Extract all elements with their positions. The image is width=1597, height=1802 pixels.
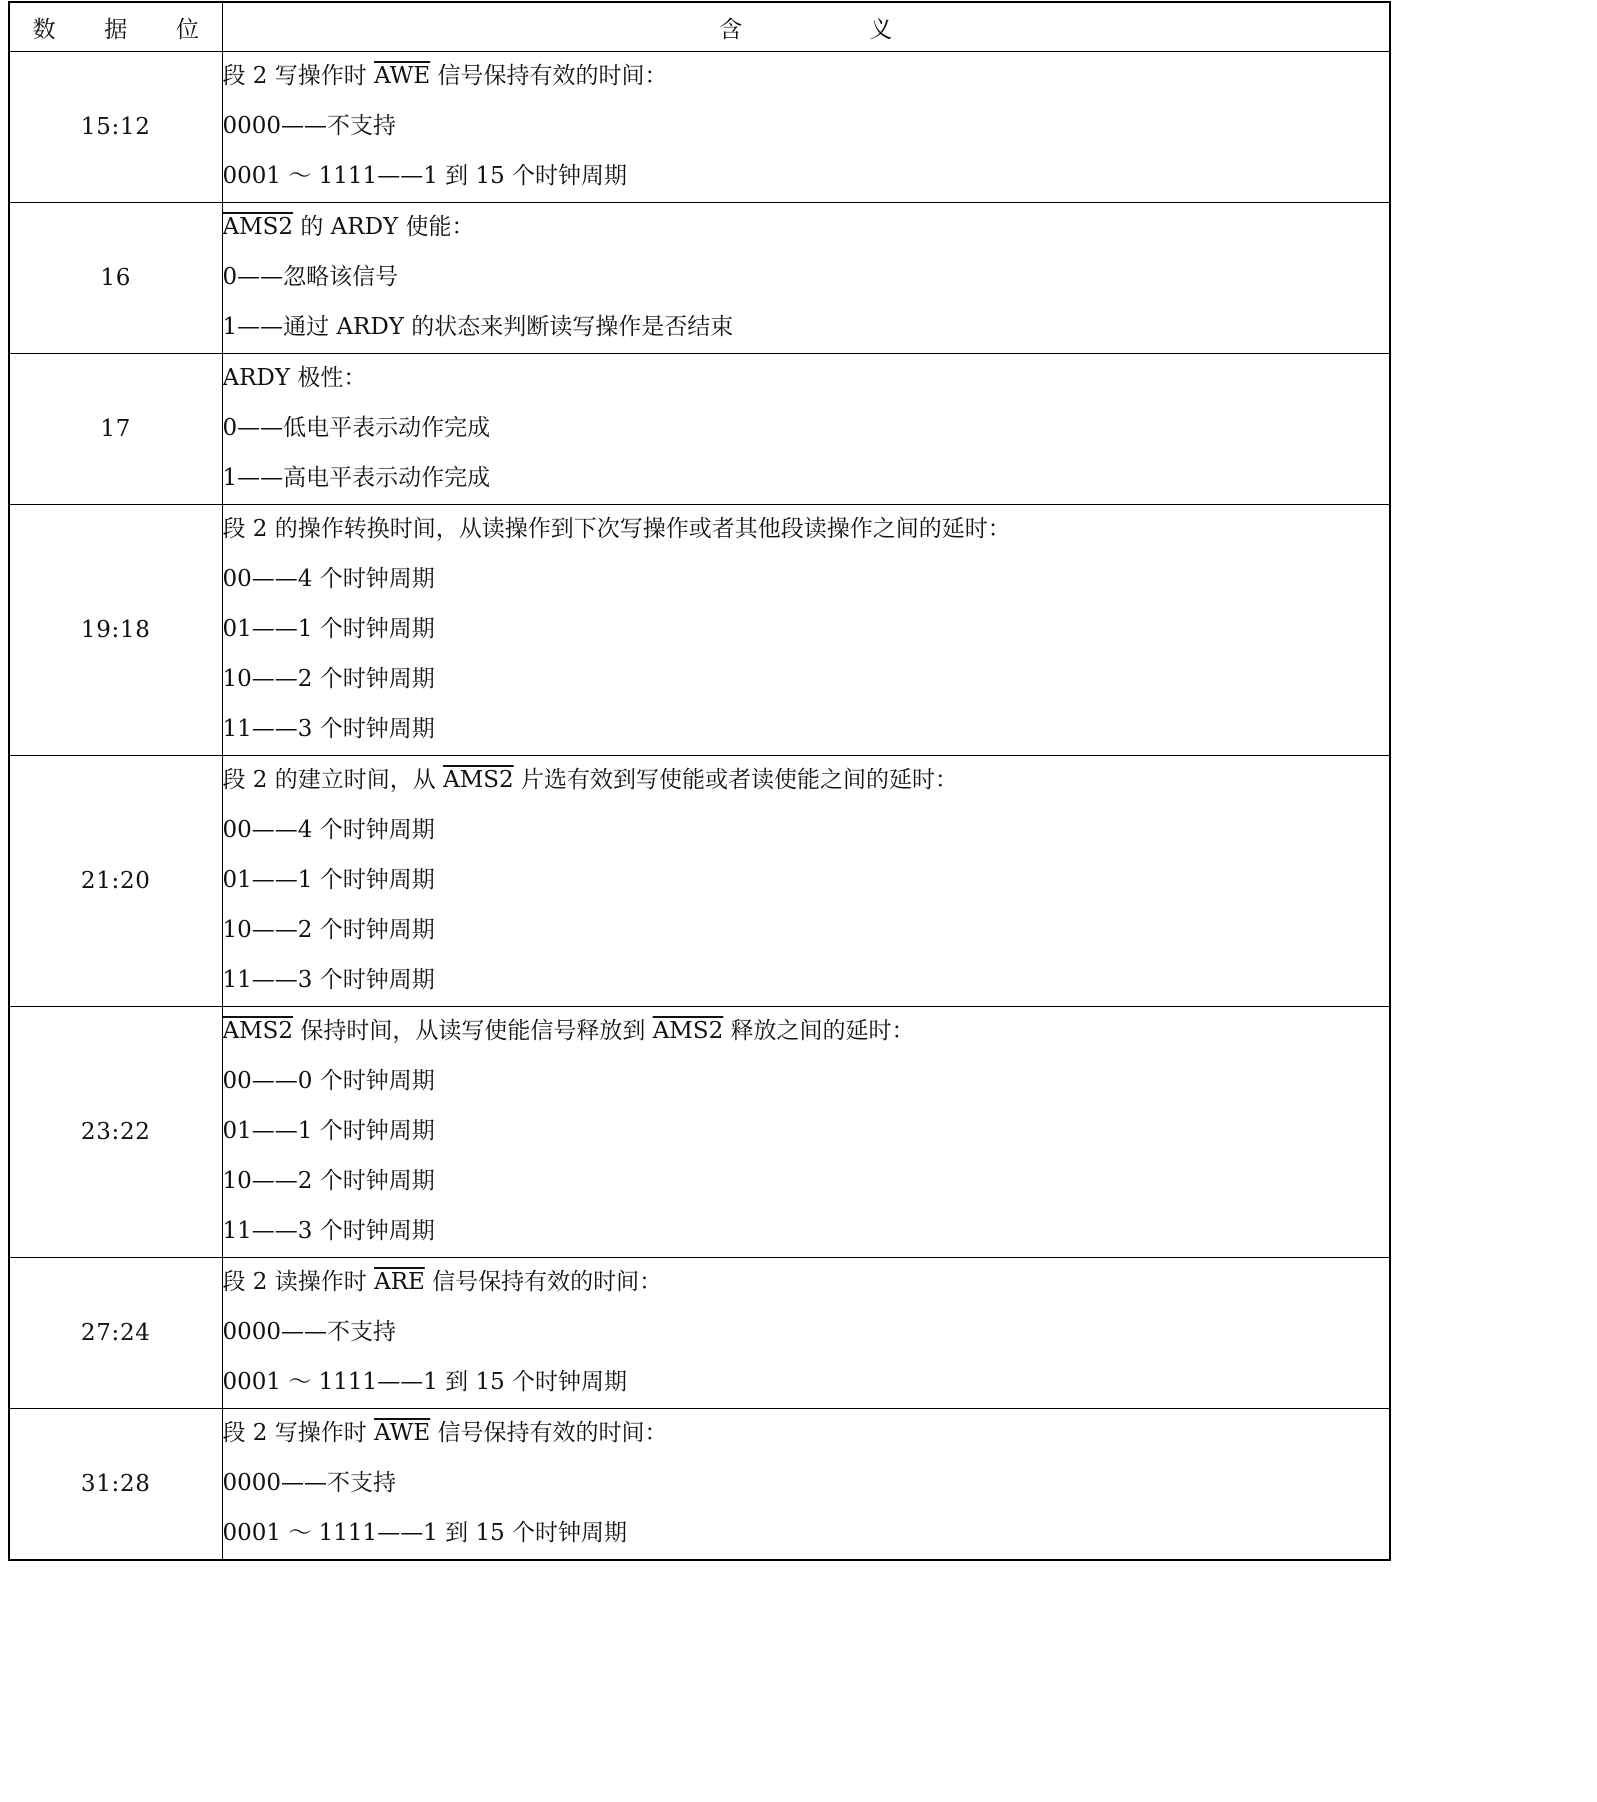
description-line [223,906,1390,956]
description-line [223,203,1390,253]
overlined-signal-name: $\overline{AWE}$ [374,1420,431,1446]
description-text: 0000——不支持 [222,1319,397,1345]
description-text: 的 ARDY 使能： [293,214,475,240]
description-line [223,1107,1390,1157]
description-line [223,1157,1390,1207]
header-meaning-label: 含 义 [719,16,952,43]
description-line [223,1459,1390,1509]
bit-range-cell: 16 [9,203,222,354]
overlined-signal-name: AMS2 [222,214,294,240]
table-body [9,52,1390,1561]
overlined-signal-name: $\overline{ARE}$ [374,1269,425,1295]
description-text: 0——忽略该信号 [222,264,399,290]
description-text: 01——1 个时钟周期 [222,867,435,893]
description-line [223,454,1390,504]
description-text: 段 2 写操作时 [222,63,375,89]
description-text: 01——1 个时钟周期 [222,616,435,642]
table-row [9,1258,1390,1409]
description-line [223,303,1390,353]
bit-range-cell: 27:24 [9,1258,222,1409]
overlined-signal-name: AMS2 [443,767,514,793]
description-cell [222,1409,1390,1561]
description-text: 0001 ～ 1111——1 到 15 个时钟周期 [222,1369,628,1395]
description-text: 段 2 的操作转换时间，从读操作到下次写操作或者其他段读操作之间的延时： [222,516,1011,542]
table-row [9,505,1390,756]
description-line [223,52,1390,102]
table-row [9,1409,1390,1561]
description-text: 11——3 个时钟周期 [222,967,435,993]
table-row [9,756,1390,1007]
description-cell [222,203,1390,354]
description-text: 11——3 个时钟周期 [222,716,435,742]
description-cell [222,505,1390,756]
table-row [9,52,1390,203]
overlined-signal-name: AMS2 [222,1018,294,1044]
description-line [223,253,1390,303]
description-text: 0001 ～ 1111——1 到 15 个时钟周期 [222,163,628,189]
description-text: 11——3 个时钟周期 [222,1218,435,1244]
description-line [223,1358,1390,1408]
description-text: 信号保持有效的时间： [424,1269,663,1295]
bit-range-cell: 17 [9,354,222,505]
description-text: 00——4 个时钟周期 [222,566,435,592]
description-text: 0000——不支持 [222,1470,397,1496]
description-line [223,404,1390,454]
description-line [223,555,1390,605]
table-header-row [9,2,1390,52]
description-line [223,152,1390,202]
description-cell [222,354,1390,505]
description-text: 信号保持有效的时间： [430,63,668,89]
bit-range-cell: 15:12 [9,52,222,203]
description-text: 0000——不支持 [222,113,397,139]
description-line [223,806,1390,856]
description-line [223,1057,1390,1107]
description-cell [222,756,1390,1007]
description-text: 段 2 读操作时 [222,1269,375,1295]
description-line [223,1207,1390,1257]
description-line [223,705,1390,755]
description-cell [222,52,1390,203]
description-text: 0——低电平表示动作完成 [222,415,491,441]
description-text: 00——4 个时钟周期 [222,817,435,843]
description-text: 1——高电平表示动作完成 [222,465,491,491]
description-text: 释放之间的延时： [723,1018,915,1044]
description-text: 保持时间，从读写使能信号释放到 [293,1018,653,1044]
description-text: ARDY 极性： [222,365,367,391]
description-cell [222,1007,1390,1258]
description-line [223,1409,1390,1459]
description-cell [222,1258,1390,1409]
overlined-signal-name: $\overline{AWE}$ [374,63,431,89]
description-text: 片选有效到写使能或者读使能之间的延时： [513,767,958,793]
description-line [223,354,1390,404]
description-text: 1——通过 ARDY 的状态来判断读写操作是否结束 [222,314,734,340]
description-text: 00——0 个时钟周期 [222,1068,435,1094]
table-row [9,203,1390,354]
description-text: 10——2 个时钟周期 [222,1168,435,1194]
table-row [9,354,1390,505]
header-data-bits-label: 数 据 位 [32,16,220,43]
description-text: 10——2 个时钟周期 [222,917,435,943]
bit-range-cell: 21:20 [9,756,222,1007]
description-text: 0001 ～ 1111——1 到 15 个时钟周期 [222,1520,628,1546]
description-line [223,605,1390,655]
bit-range-cell: 23:22 [9,1007,222,1258]
description-text: 10——2 个时钟周期 [222,666,435,692]
description-line [223,1258,1390,1308]
description-line [223,1007,1390,1057]
bit-range-cell: 19:18 [9,505,222,756]
register-bit-table [8,1,1391,1561]
overlined-signal-name: AMS2 [652,1018,724,1044]
table-row [9,1007,1390,1258]
description-line [223,756,1390,806]
description-line [223,1509,1390,1559]
description-line [223,956,1390,1006]
description-line [223,1308,1390,1358]
description-text: 01——1 个时钟周期 [222,1118,435,1144]
header-meaning [222,2,1390,52]
header-data-bits [9,2,222,52]
description-line [223,505,1390,555]
description-line [223,102,1390,152]
description-text: 段 2 的建立时间，从 [222,767,444,793]
description-text: 段 2 写操作时 [222,1420,375,1446]
description-text: 信号保持有效的时间： [430,1420,668,1446]
bit-range-cell: 31:28 [9,1409,222,1561]
description-line [223,856,1390,906]
description-line [223,655,1390,705]
